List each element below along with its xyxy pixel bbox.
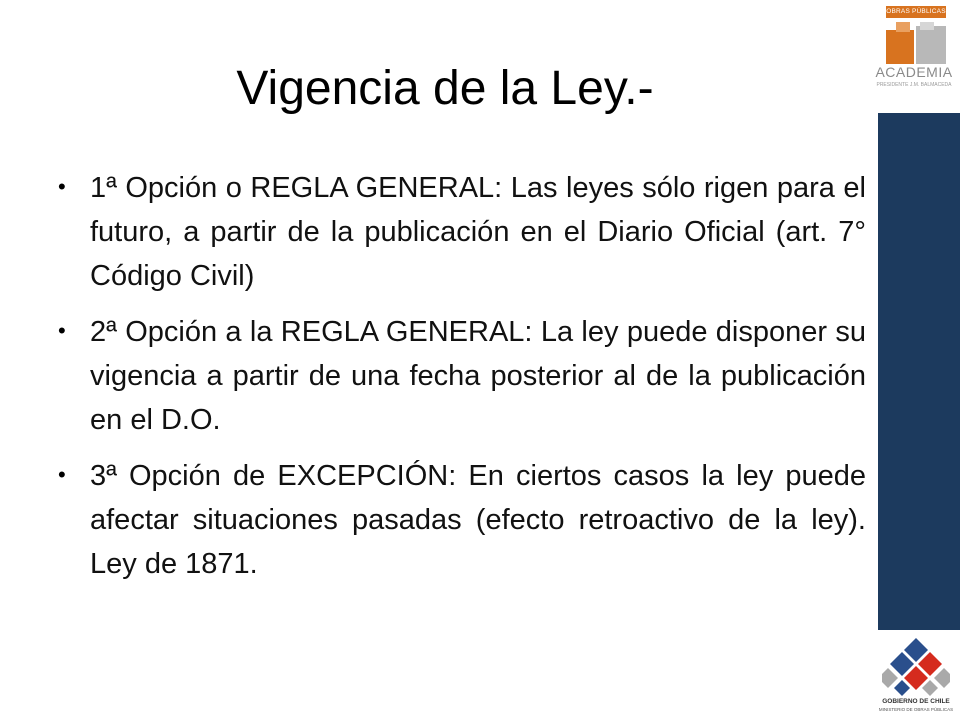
- bullet-dot-icon: •: [58, 174, 66, 199]
- bullet-dot-icon: •: [58, 462, 66, 487]
- academia-logo-subtitle: PRESIDENTE J.M. BALMACEDA: [876, 82, 952, 88]
- bullet-item: [56, 454, 866, 586]
- gobierno-logo: [876, 636, 956, 718]
- academia-logo-name: ACADEMIA: [875, 64, 953, 80]
- bullet-item: [56, 166, 866, 298]
- bullet-text: 2ª Opción a la REGLA GENERAL: La ley puede disponer su vigencia a partir de una fecha posterior al de la publicación en el D.O.: [90, 316, 866, 436]
- side-bar: [878, 113, 960, 630]
- bullet-dot-icon: •: [58, 318, 66, 343]
- academia-logo-top-label: OBRAS PÚBLICAS: [886, 6, 946, 18]
- academia-logo: [872, 4, 956, 96]
- bullet-item: [56, 310, 866, 442]
- slide-title: Vigencia de la Ley.-: [236, 62, 654, 115]
- gobierno-logo-name: GOBIERNO DE CHILE: [882, 698, 950, 705]
- bullet-text: 1ª Opción o REGLA GENERAL: Las leyes sólo rigen para el futuro, a partir de la publicación en el Diario Oficial (art. 7° Código Civil): [90, 172, 866, 292]
- academia-logo-blocks-icon: [886, 22, 946, 64]
- bullet-list: [56, 166, 866, 598]
- gobierno-logo-mark-icon: [882, 638, 950, 696]
- bullet-text: 3ª Opción de EXCEPCIÓN: En ciertos casos la ley puede afectar situaciones pasadas (efecto retroactivo de la ley). Ley de 1871.: [90, 460, 866, 580]
- gobierno-logo-subtitle: MINISTERIO DE OBRAS PÚBLICAS: [878, 707, 954, 712]
